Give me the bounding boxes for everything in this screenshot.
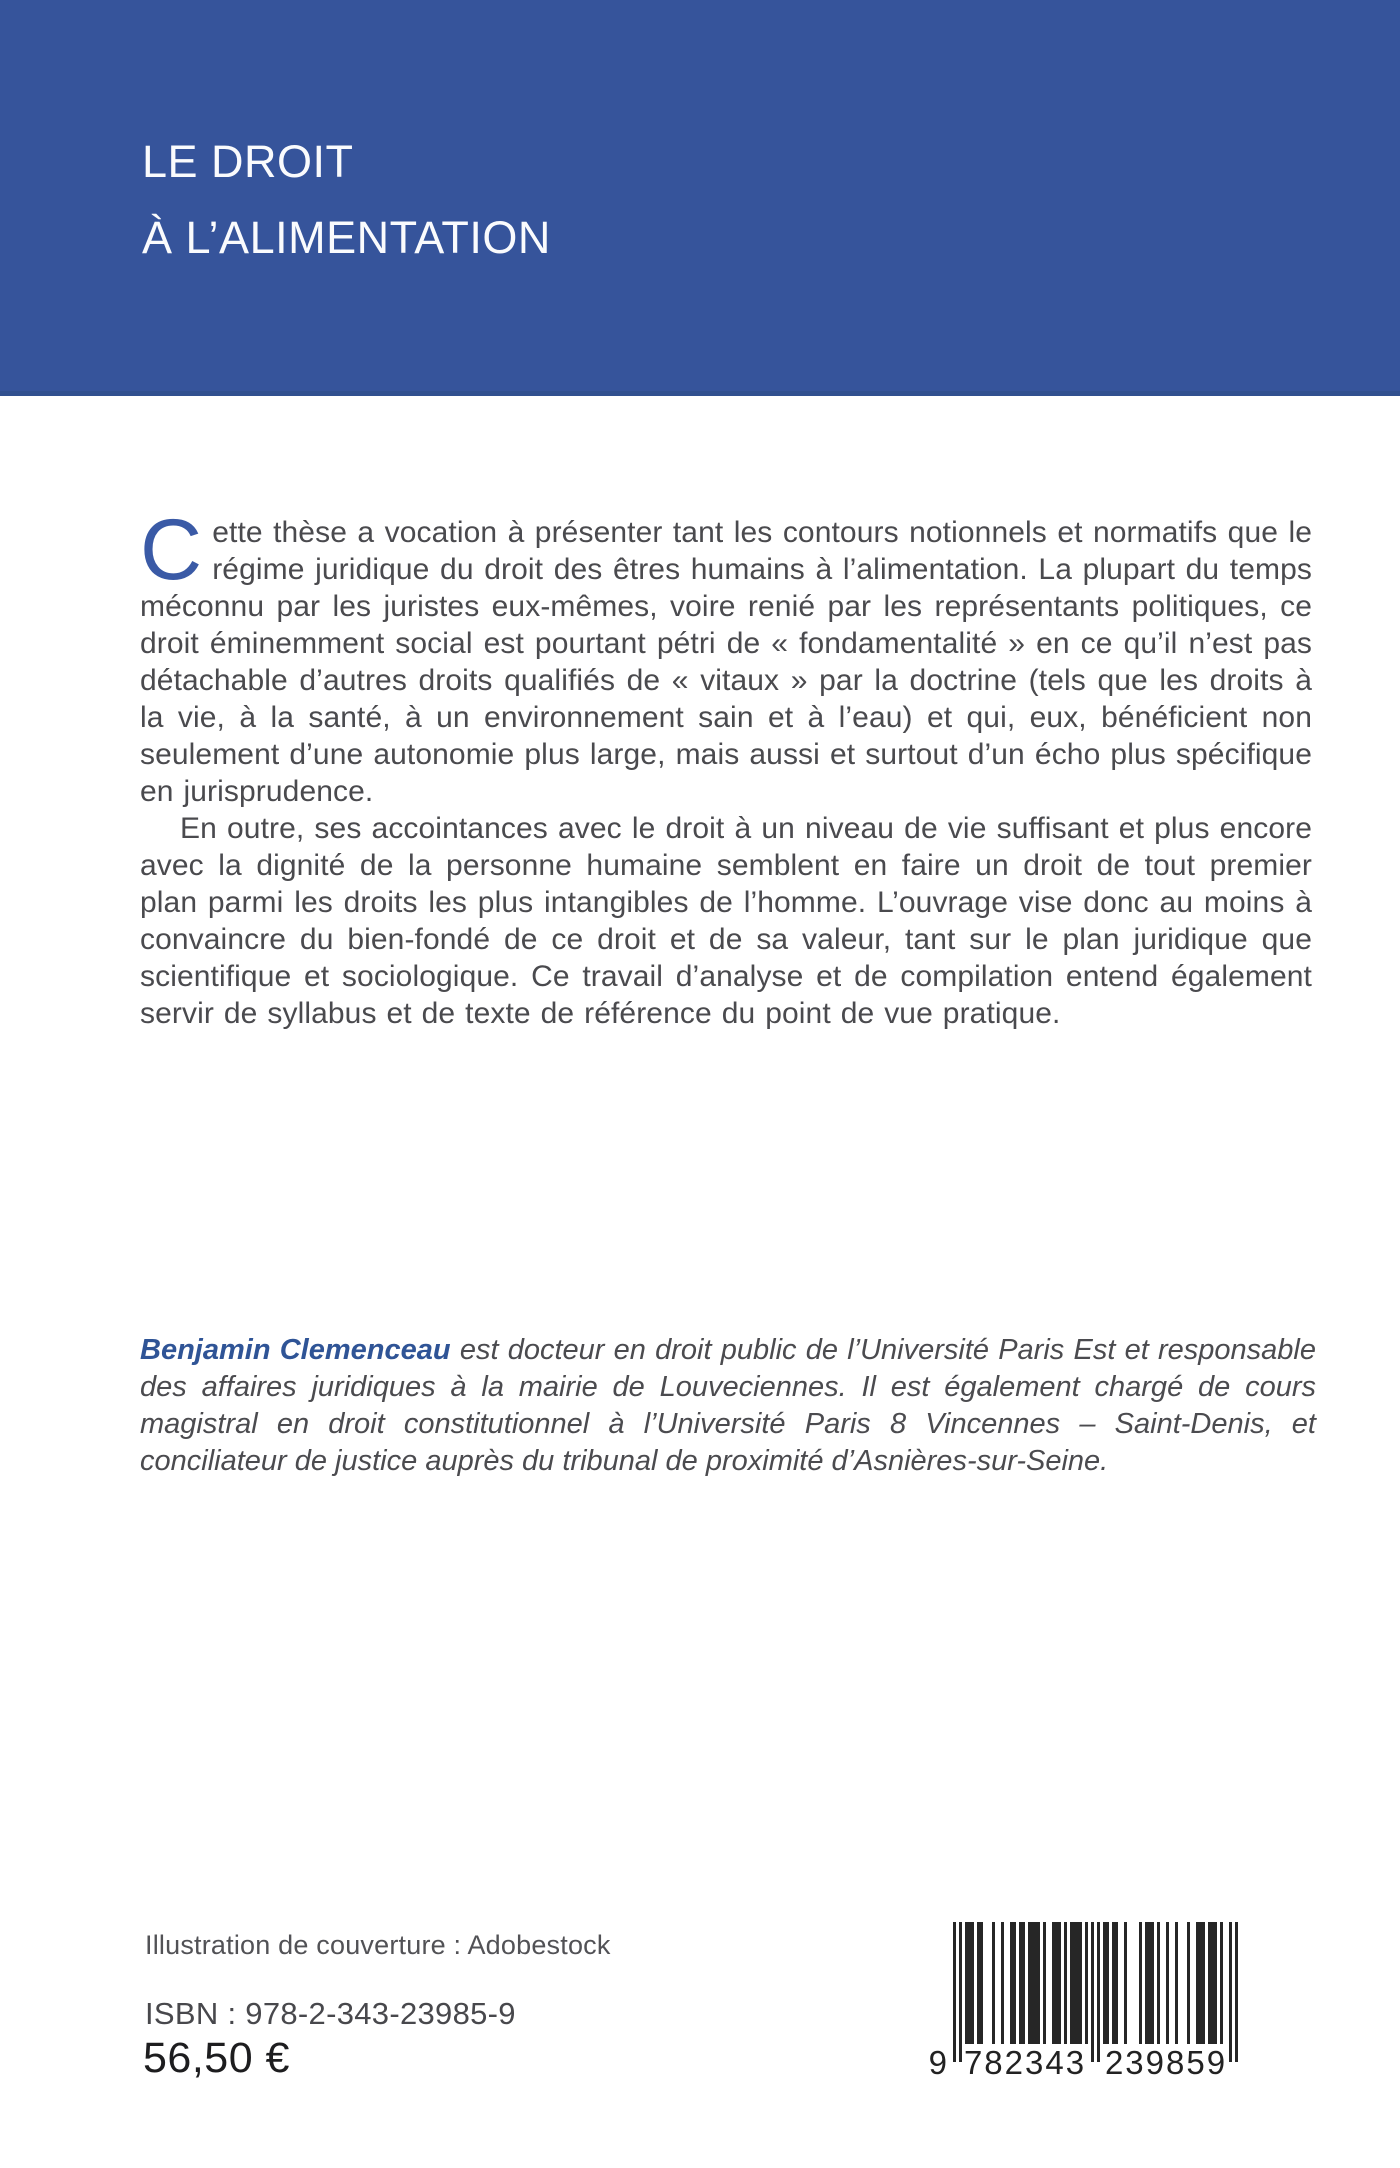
- barcode-bar: [1139, 1922, 1142, 2044]
- book-title-line2: À L’ALIMENTATION: [142, 212, 551, 263]
- barcode-bar: [1043, 1922, 1046, 2044]
- barcode-bar: [1097, 1922, 1100, 2062]
- barcode-bar: [1115, 1922, 1118, 2044]
- book-title: [142, 124, 551, 276]
- barcode-bar: [1064, 1922, 1067, 2044]
- title-band: [0, 0, 1400, 396]
- barcode-bar: [1091, 1922, 1094, 2062]
- book-title-line1: LE DROIT: [142, 136, 354, 187]
- synopsis: [140, 502, 1312, 1032]
- dropcap-letter: C: [140, 502, 203, 598]
- barcode-digits-group2: 239859: [1104, 2044, 1228, 2081]
- synopsis-paragraph-1-text: ette thèse a vocation à présenter tant les contours notionnels et normatifs que le régime juridique du droit des êtres humains à l’alimentation. La plupart du temps méconnu par les juristes eux-mêmes, voire renié par les représentants politiques, ce droit éminemment social est pourtant pétri de « fondamentalité » en ce qu’il n’est pas détachable d’autres droits qualifiés de « vitaux » par la doctrine (tels que les droits à la vie, à la santé, à un environnement sain et à l’eau) et qui, eux, bénéficient non seulement d’une autonomie plus large, mais aussi et surtout d’un écho plus spécifique en jurisprudence.: [140, 516, 1312, 808]
- barcode-bar: [1151, 1922, 1154, 2044]
- barcode-bar: [1166, 1922, 1169, 2044]
- barcode-bar: [1175, 1922, 1178, 2044]
- barcode-bar: [1229, 1922, 1232, 2062]
- author-bio-paragraph: [140, 1332, 1316, 1480]
- barcode-digits-group1: 782343: [963, 2044, 1087, 2081]
- isbn-number: ISBN : 978-2-343-23985-9: [145, 1996, 516, 2031]
- barcode-bar: [1037, 1922, 1040, 2044]
- barcode-bar: [1022, 1922, 1025, 2044]
- barcode-bar: [1001, 1922, 1004, 2044]
- barcode-bar: [953, 1922, 956, 2062]
- price: 56,50 €: [143, 2034, 290, 2082]
- barcode-bar: [1187, 1922, 1190, 2044]
- barcode-bar: [1157, 1922, 1160, 2044]
- author-bio: [140, 1332, 1316, 1480]
- barcode-bar: [1214, 1922, 1217, 2044]
- barcode-bar: [980, 1922, 983, 2044]
- barcode-bar: [959, 1922, 962, 2062]
- barcode-bar: [1202, 1922, 1205, 2044]
- barcode-digit-first: 9: [928, 2044, 947, 2081]
- barcode-bar: [1085, 1922, 1088, 2044]
- barcode-bar: [1220, 1922, 1223, 2044]
- author-name: Benjamin Clemenceau: [140, 1334, 451, 1366]
- barcode-bar: [992, 1922, 995, 2044]
- barcode-bar: [1106, 1922, 1109, 2044]
- author-bio-text: est docteur en droit public de l’Université Paris Est et responsable des affaires juridiques à la mairie de Louveciennes. Il est également chargé de cours magistral en droit constitutionnel à l’Université Paris 8 Vincennes – Saint-Denis, et conciliateur de justice auprès du tribunal de proximité d’Asnières-sur-Seine.: [140, 1334, 1316, 1477]
- barcode-bars: [953, 1922, 1238, 2062]
- cover-illustration-credit: Illustration de couverture : Adobestock: [145, 1930, 611, 1960]
- ean13-barcode: [928, 1922, 1238, 2081]
- barcode-bar: [1058, 1922, 1061, 2044]
- barcode-bar: [1013, 1922, 1016, 2044]
- barcode-bar: [1235, 1922, 1238, 2062]
- barcode-bar: [1079, 1922, 1082, 2044]
- synopsis-paragraph-2: En outre, ses accointances avec le droit à un niveau de vie suffisant et plus encore avec la dignité de la personne humaine semblent en faire un droit de tout premier plan parmi les droits les plus intangibles de l’homme. L’ouvrage vise donc au moins à convaincre du bien-fondé de ce droit et de sa valeur, tant sur le plan juridique que scientifique et sociologique. Ce travail d’analyse et de compilation entend également servir de syllabus et de texte de référence du point de vue pratique.: [140, 812, 1312, 1030]
- barcode-bar: [971, 1922, 974, 2044]
- synopsis-paragraph-1: [140, 502, 1312, 810]
- barcode-bar: [1124, 1922, 1127, 2044]
